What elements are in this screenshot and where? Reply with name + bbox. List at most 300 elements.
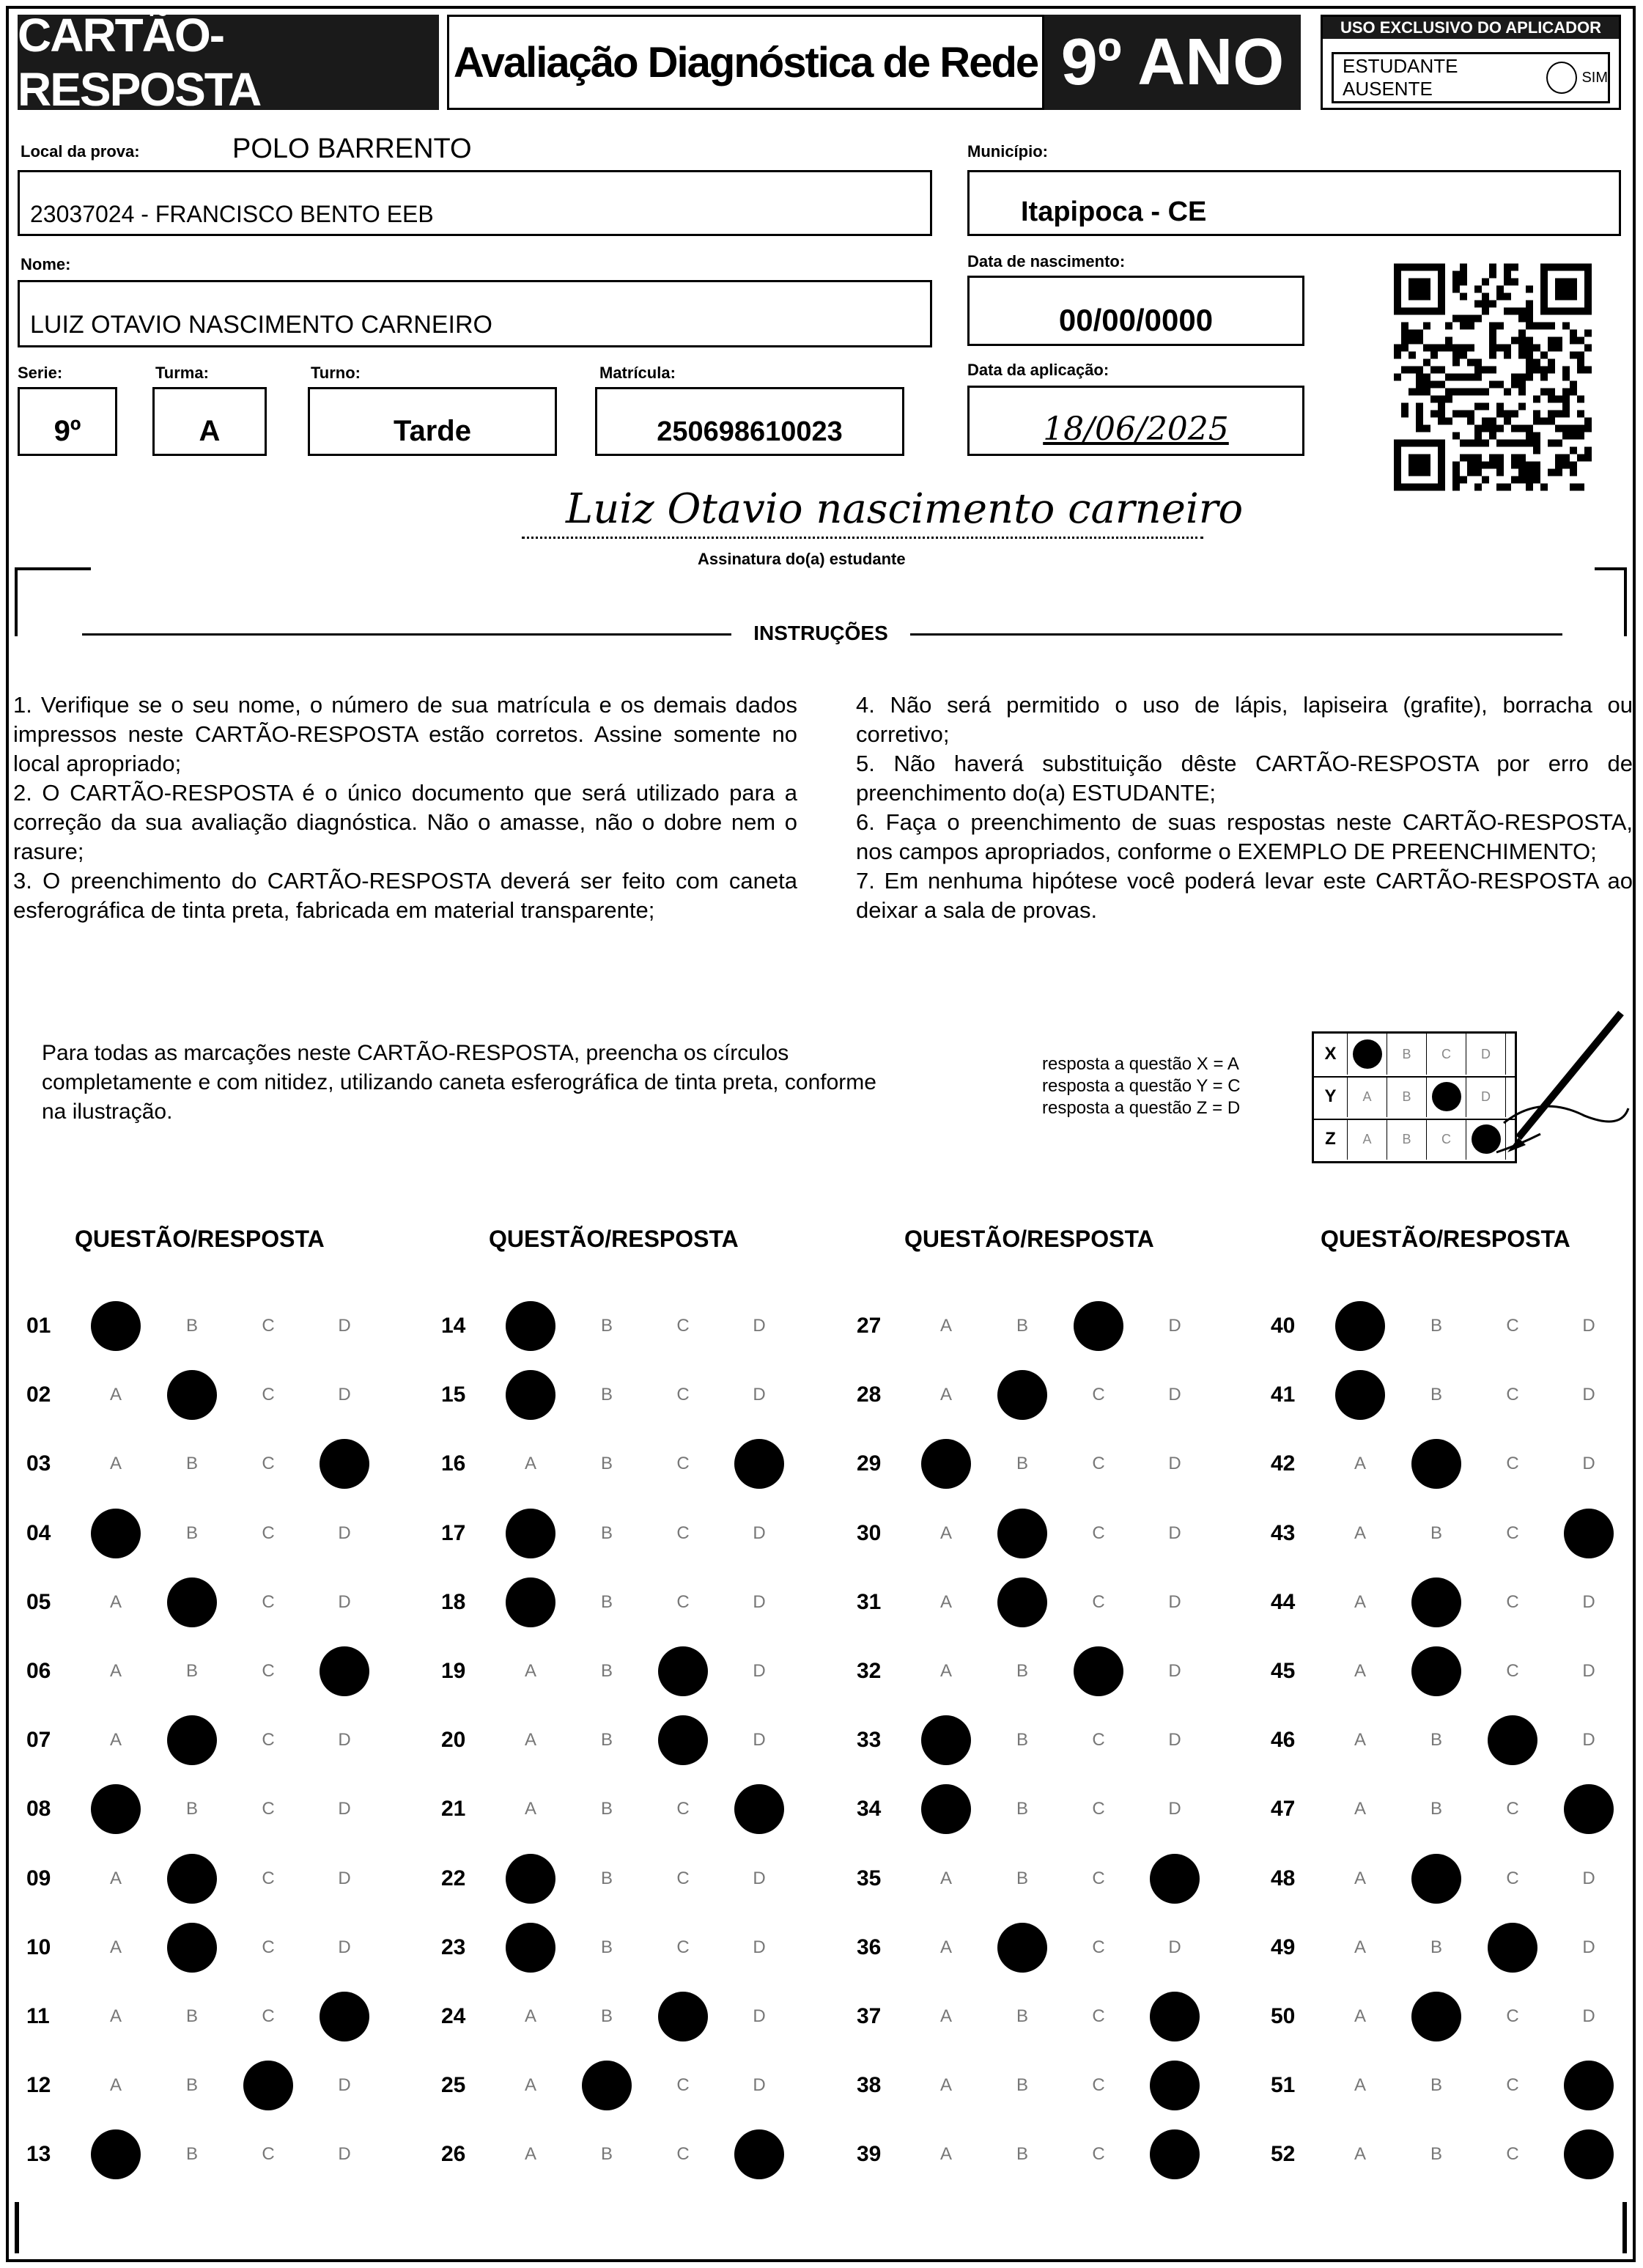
option-bubble-d[interactable]: D — [753, 1316, 766, 1336]
option-bubble-b[interactable]: B — [1430, 1316, 1442, 1336]
option-bubble-d[interactable]: D — [1168, 1454, 1181, 1474]
option-bubble-d[interactable]: D — [753, 2006, 766, 2026]
filled-bubble[interactable] — [492, 1304, 569, 1348]
option-bubble-c[interactable]: C — [676, 1454, 690, 1474]
option-bubble-a[interactable]: A — [939, 1316, 952, 1336]
option-bubble-d[interactable]: D — [338, 1316, 351, 1336]
filled-bubble[interactable] — [230, 2063, 306, 2107]
option-bubble-d[interactable]: D — [338, 2075, 351, 2096]
instructions-right: 4. Não será permitido o uso de lápis, lapiseira (grafite), borracha ou corretivo; 5. Não haverá substituição dêste CARTÃO-RESPOSTA por erro de preenchimento do(a) ESTUDANTE; 6. Faça o preenchimento de suas respostas neste CARTÃO-RESPOSTA, nos campos apropriados, conforme o EXEMPLO DE PREENCHIMENTO; 7. Em nenhuma hipótese você poderá levar este CARTÃO-RESPOSTA ao deixar a sala de provas. — [856, 692, 1633, 923]
option-bubble-b[interactable]: B — [600, 1730, 613, 1750]
filled-bubble-mark — [1411, 1854, 1461, 1904]
filled-bubble-mark — [658, 1715, 708, 1765]
option-bubble-b[interactable]: B — [600, 1799, 613, 1819]
option-bubble-b[interactable]: B — [185, 1799, 198, 1819]
filled-bubble[interactable] — [78, 1304, 154, 1348]
option-bubble-b[interactable]: B — [600, 1661, 613, 1681]
option-bubble-d[interactable]: D — [1582, 1591, 1595, 1612]
name-label: Nome: — [21, 255, 71, 273]
example-filled-bubble — [1348, 1034, 1387, 1075]
option-bubble-d[interactable]: D — [1582, 2006, 1595, 2026]
option-bubble-b[interactable]: B — [185, 2144, 198, 2165]
applicator-box — [1321, 15, 1621, 110]
option-bubble-c[interactable]: C — [676, 1523, 690, 1543]
frame-corner-bottom-left — [15, 2202, 34, 2253]
filled-bubble[interactable] — [984, 1512, 1060, 1555]
filled-bubble[interactable] — [721, 2132, 797, 2176]
question-number: 45 — [1271, 1659, 1296, 1683]
filled-bubble-mark — [167, 1854, 217, 1904]
filled-bubble-mark — [1411, 1439, 1461, 1489]
option-bubble-a[interactable]: A — [109, 1454, 122, 1474]
answer-row — [26, 1580, 383, 1624]
option-bubble-d[interactable]: D — [753, 1868, 766, 1888]
filled-bubble-mark — [997, 1509, 1047, 1558]
filled-bubble[interactable] — [721, 1442, 797, 1486]
option-bubble-b[interactable]: B — [1016, 1730, 1028, 1750]
option-bubble-b[interactable]: B — [185, 2075, 198, 2096]
option-bubble-b[interactable]: B — [1430, 1799, 1442, 1819]
question-number: 14 — [441, 1314, 466, 1338]
option-bubble-c[interactable]: C — [262, 1730, 275, 1750]
answer-column-title: QUESTÃO/RESPOSTA — [904, 1226, 1154, 1252]
option-bubble-b[interactable]: B — [600, 1523, 613, 1543]
option-bubble-a[interactable]: A — [939, 1868, 952, 1888]
option-bubble-a[interactable]: A — [1354, 1799, 1366, 1819]
question-number: 35 — [857, 1866, 882, 1890]
option-bubble-a[interactable]: A — [939, 2006, 952, 2026]
option-bubble-a[interactable]: A — [109, 1591, 122, 1612]
answer-row — [1271, 2132, 1627, 2176]
option-bubble-b[interactable]: B — [185, 1661, 198, 1681]
option-bubble-d[interactable]: D — [753, 1730, 766, 1750]
filled-bubble[interactable] — [1551, 1512, 1627, 1555]
filled-bubble[interactable] — [1137, 1857, 1213, 1901]
option-bubble-d[interactable]: D — [753, 1937, 766, 1957]
option-bubble-c[interactable]: C — [1092, 2075, 1105, 2096]
option-bubble-a[interactable]: A — [1354, 1454, 1366, 1474]
option-bubble-b[interactable]: B — [1016, 2006, 1028, 2026]
filled-bubble-mark — [1411, 1646, 1461, 1696]
option-bubble-a[interactable]: A — [524, 2144, 536, 2165]
option-bubble-c[interactable]: C — [676, 1385, 690, 1405]
answer-row — [857, 2132, 1213, 2176]
filled-bubble-mark — [320, 1439, 369, 1489]
option-bubble-a[interactable]: A — [1354, 1591, 1366, 1612]
filled-bubble[interactable] — [492, 1580, 569, 1624]
option-bubble-a[interactable]: A — [939, 2075, 952, 2096]
option-bubble-a[interactable]: A — [1354, 1868, 1366, 1888]
filled-bubble[interactable] — [1137, 2063, 1213, 2107]
option-bubble-d[interactable]: D — [1168, 1316, 1181, 1336]
option-bubble-c[interactable]: C — [1506, 1799, 1519, 1819]
filled-bubble[interactable] — [1551, 1787, 1627, 1831]
option-bubble-a[interactable]: A — [939, 1591, 952, 1612]
filled-bubble-mark — [1150, 1854, 1200, 1904]
answer-row — [441, 1926, 797, 1970]
answer-row — [857, 1787, 1213, 1831]
option-bubble-c[interactable]: C — [1506, 2075, 1519, 2096]
option-bubble-c[interactable]: C — [262, 1385, 275, 1405]
option-bubble-a[interactable]: A — [109, 1730, 122, 1750]
filled-bubble[interactable] — [1398, 1580, 1474, 1624]
option-bubble-d[interactable]: D — [1582, 1454, 1595, 1474]
filled-bubble[interactable] — [1060, 1649, 1137, 1693]
absent-label: ESTUDANTE AUSENTE — [1343, 55, 1458, 100]
option-bubble-b[interactable]: B — [185, 2006, 198, 2026]
option-bubble-d[interactable]: D — [338, 1591, 351, 1612]
question-number: 07 — [26, 1728, 51, 1753]
option-bubble-c[interactable]: C — [262, 1661, 275, 1681]
option-bubble-c[interactable]: C — [1506, 1523, 1519, 1543]
filled-bubble[interactable] — [645, 1995, 721, 2039]
filled-bubble[interactable] — [1398, 1857, 1474, 1901]
answer-row — [26, 1649, 383, 1693]
series-field — [18, 387, 117, 456]
answer-row — [26, 1926, 383, 1970]
question-number: 41 — [1271, 1382, 1296, 1407]
option-bubble-d[interactable]: D — [1582, 1937, 1595, 1957]
option-bubble-d[interactable]: D — [1168, 1523, 1181, 1543]
filled-bubble[interactable] — [908, 1442, 984, 1486]
option-bubble-c[interactable]: C — [262, 1591, 275, 1612]
option-bubble-c[interactable]: C — [1506, 1454, 1519, 1474]
option-bubble-a[interactable]: A — [524, 1799, 536, 1819]
option-bubble-b[interactable]: B — [1430, 2144, 1442, 2165]
option-bubble-b[interactable]: B — [1430, 1937, 1442, 1957]
filled-bubble-mark — [167, 1923, 217, 1973]
answer-row — [857, 1857, 1213, 1901]
filled-bubble[interactable] — [645, 1718, 721, 1762]
option-bubble-c[interactable]: C — [1506, 2144, 1519, 2165]
option-bubble-c[interactable]: C — [1092, 1799, 1105, 1819]
answer-row — [1271, 1580, 1627, 1624]
option-bubble-a[interactable]: A — [939, 1385, 952, 1405]
filled-bubble[interactable] — [645, 1649, 721, 1693]
filled-bubble[interactable] — [492, 1512, 569, 1555]
filled-bubble[interactable] — [1322, 1304, 1398, 1348]
option-bubble-b[interactable]: B — [1016, 2075, 1028, 2096]
option-bubble-a[interactable]: A — [109, 1385, 122, 1405]
option-bubble-b[interactable]: B — [600, 1937, 613, 1957]
filled-bubble[interactable] — [492, 1857, 569, 1901]
answer-row — [857, 1995, 1213, 2039]
option-bubble-c[interactable]: C — [1092, 1385, 1105, 1405]
filled-bubble[interactable] — [78, 2132, 154, 2176]
filled-bubble[interactable] — [154, 1373, 230, 1417]
school-field — [18, 170, 932, 236]
exam-site-value: POLO BARRENTO — [232, 133, 472, 164]
option-bubble-c[interactable]: C — [676, 2144, 690, 2165]
filled-bubble[interactable] — [984, 1373, 1060, 1417]
question-number: 44 — [1271, 1589, 1296, 1614]
question-number: 49 — [1271, 1934, 1296, 1959]
example-option-c: C — [1427, 1119, 1466, 1160]
name-field — [18, 280, 932, 347]
answer-row — [441, 1512, 797, 1555]
option-bubble-d[interactable]: D — [1582, 1868, 1595, 1888]
option-bubble-c[interactable]: C — [262, 1316, 275, 1336]
birth-field — [967, 276, 1304, 346]
option-bubble-c[interactable]: C — [1092, 1730, 1105, 1750]
option-bubble-b[interactable]: B — [600, 1591, 613, 1612]
filled-bubble-mark — [997, 1370, 1047, 1420]
example-question-label: X — [1314, 1034, 1348, 1075]
option-bubble-a[interactable]: A — [1354, 1730, 1366, 1750]
answer-row — [857, 2063, 1213, 2107]
option-bubble-a[interactable]: A — [1354, 1937, 1366, 1957]
absent-checkbox[interactable] — [1546, 62, 1577, 94]
question-number: 23 — [441, 1934, 466, 1959]
answer-row — [441, 1580, 797, 1624]
option-bubble-b[interactable]: B — [600, 2144, 613, 2165]
example-legend-x: resposta a questão X = A — [1042, 1054, 1239, 1074]
option-bubble-d[interactable]: D — [338, 1868, 351, 1888]
filled-bubble[interactable] — [984, 1926, 1060, 1970]
option-bubble-c[interactable]: C — [1506, 1316, 1519, 1336]
option-bubble-c[interactable]: C — [262, 2006, 275, 2026]
option-bubble-d[interactable]: D — [338, 1937, 351, 1957]
question-number: 51 — [1271, 2073, 1296, 2098]
enrollment-value: 250698610023 — [657, 416, 843, 447]
option-bubble-d[interactable]: D — [753, 1385, 766, 1405]
option-bubble-a[interactable]: A — [109, 1937, 122, 1957]
filled-bubble[interactable] — [984, 1580, 1060, 1624]
question-number: 18 — [441, 1589, 466, 1614]
answer-row — [857, 1649, 1213, 1693]
option-bubble-b[interactable]: B — [1016, 1868, 1028, 1888]
option-bubble-b[interactable]: B — [600, 1385, 613, 1405]
option-bubble-d[interactable]: D — [1168, 1661, 1181, 1681]
option-bubble-d[interactable]: D — [753, 1591, 766, 1612]
answer-row — [1271, 1995, 1627, 2039]
filled-bubble[interactable] — [1474, 1926, 1551, 1970]
municipality-field — [967, 170, 1621, 236]
filled-bubble[interactable] — [154, 1857, 230, 1901]
filled-bubble[interactable] — [908, 1718, 984, 1762]
answer-row — [1271, 1304, 1627, 1348]
answer-row — [441, 1649, 797, 1693]
option-bubble-a[interactable]: A — [524, 1730, 536, 1750]
question-number: 52 — [1271, 2142, 1296, 2167]
option-bubble-c[interactable]: C — [676, 1799, 690, 1819]
option-bubble-d[interactable]: D — [338, 1799, 351, 1819]
option-bubble-a[interactable]: A — [524, 2075, 536, 2096]
option-bubble-c[interactable]: C — [676, 2075, 690, 2096]
option-bubble-c[interactable]: C — [262, 1454, 275, 1474]
option-bubble-a[interactable]: A — [1354, 2144, 1366, 2165]
filled-bubble[interactable] — [1060, 1304, 1137, 1348]
filled-bubble[interactable] — [154, 1580, 230, 1624]
answer-row — [26, 1442, 383, 1486]
answer-row — [1271, 1787, 1627, 1831]
filled-bubble[interactable] — [78, 1787, 154, 1831]
option-bubble-c[interactable]: C — [1506, 1591, 1519, 1612]
filled-bubble[interactable] — [721, 1787, 797, 1831]
option-bubble-c[interactable]: C — [676, 1316, 690, 1336]
option-bubble-d[interactable]: D — [338, 1523, 351, 1543]
option-bubble-c[interactable]: C — [262, 1937, 275, 1957]
option-bubble-d[interactable]: D — [338, 1385, 351, 1405]
answer-row — [441, 1304, 797, 1348]
filled-bubble[interactable] — [154, 1926, 230, 1970]
question-number: 19 — [441, 1659, 466, 1683]
answer-row — [1271, 1442, 1627, 1486]
option-bubble-b[interactable]: B — [185, 1454, 198, 1474]
option-bubble-a[interactable]: A — [524, 2006, 536, 2026]
option-bubble-a[interactable]: A — [1354, 1523, 1366, 1543]
question-number: 50 — [1271, 2004, 1296, 2028]
answer-column-title: QUESTÃO/RESPOSTA — [75, 1226, 325, 1252]
option-bubble-c[interactable]: C — [262, 1523, 275, 1543]
filled-bubble[interactable] — [306, 1649, 383, 1693]
option-bubble-c[interactable]: C — [1092, 1868, 1105, 1888]
filled-bubble[interactable] — [1474, 1718, 1551, 1762]
answer-row — [1271, 1926, 1627, 1970]
option-bubble-d[interactable]: D — [753, 1523, 766, 1543]
filled-bubble[interactable] — [1551, 2132, 1627, 2176]
option-bubble-b[interactable]: B — [1016, 2144, 1028, 2165]
option-bubble-d[interactable]: D — [338, 2144, 351, 2165]
option-bubble-b[interactable]: B — [1016, 1316, 1028, 1336]
filled-bubble[interactable] — [1322, 1373, 1398, 1417]
filled-bubble[interactable] — [1398, 1649, 1474, 1693]
filled-bubble[interactable] — [492, 1926, 569, 1970]
filled-bubble[interactable] — [1398, 1995, 1474, 2039]
option-bubble-a[interactable]: A — [1354, 2075, 1366, 2096]
question-number: 34 — [857, 1797, 882, 1822]
filled-bubble-mark — [91, 2129, 141, 2179]
option-bubble-b[interactable]: B — [600, 1868, 613, 1888]
option-bubble-b[interactable]: B — [1430, 2075, 1442, 2096]
option-bubble-c[interactable]: C — [1092, 1937, 1105, 1957]
answer-row — [441, 2063, 797, 2107]
option-bubble-c[interactable]: C — [262, 2144, 275, 2165]
filled-bubble-mark — [1411, 1992, 1461, 2041]
option-bubble-d[interactable]: D — [1168, 1799, 1181, 1819]
filled-bubble-mark — [506, 1301, 555, 1351]
option-bubble-c[interactable]: C — [1092, 2006, 1105, 2026]
option-bubble-b[interactable]: B — [1016, 1661, 1028, 1681]
option-bubble-a[interactable]: A — [939, 2144, 952, 2165]
answer-row — [26, 2063, 383, 2107]
option-bubble-a[interactable]: A — [939, 1937, 952, 1957]
question-number: 21 — [441, 1797, 466, 1822]
answer-row — [441, 1787, 797, 1831]
option-bubble-a[interactable]: A — [524, 1661, 536, 1681]
option-bubble-a[interactable]: A — [1354, 1661, 1366, 1681]
option-bubble-b[interactable]: B — [1016, 1454, 1028, 1474]
filled-bubble[interactable] — [78, 1512, 154, 1555]
question-number: 40 — [1271, 1314, 1296, 1338]
option-bubble-a[interactable]: A — [109, 1661, 122, 1681]
option-bubble-a[interactable]: A — [109, 2006, 122, 2026]
option-bubble-d[interactable]: D — [338, 1730, 351, 1750]
pen-icon — [1474, 1006, 1636, 1167]
series-label: Serie: — [18, 364, 63, 382]
option-bubble-d[interactable]: D — [1168, 1385, 1181, 1405]
answer-column-title: QUESTÃO/RESPOSTA — [1321, 1226, 1570, 1252]
option-bubble-c[interactable]: C — [1092, 2144, 1105, 2165]
option-bubble-c[interactable]: C — [1506, 1868, 1519, 1888]
question-number: 47 — [1271, 1797, 1296, 1822]
option-bubble-b[interactable]: B — [600, 1316, 613, 1336]
option-bubble-d[interactable]: D — [1582, 1385, 1595, 1405]
option-bubble-d[interactable]: D — [1168, 1730, 1181, 1750]
option-bubble-b[interactable]: B — [185, 1316, 198, 1336]
option-bubble-d[interactable]: D — [1582, 1316, 1595, 1336]
example-question-label: Y — [1314, 1076, 1348, 1117]
grade-badge: 9º ANO — [1044, 15, 1301, 110]
question-number: 11 — [26, 2004, 50, 2028]
option-bubble-b[interactable]: B — [185, 1523, 198, 1543]
filled-bubble[interactable] — [1551, 2063, 1627, 2107]
option-bubble-c[interactable]: C — [1506, 1385, 1519, 1405]
option-bubble-c[interactable]: C — [262, 1868, 275, 1888]
answer-row — [857, 1373, 1213, 1417]
question-number: 20 — [441, 1728, 466, 1753]
filled-bubble[interactable] — [908, 1787, 984, 1831]
filled-bubble-mark — [1564, 2129, 1614, 2179]
option-bubble-b[interactable]: B — [1430, 1730, 1442, 1750]
filled-bubble-mark — [1150, 1992, 1200, 2041]
option-bubble-c[interactable]: C — [262, 1799, 275, 1819]
option-bubble-d[interactable]: D — [1582, 1661, 1595, 1681]
filled-bubble[interactable] — [1398, 1442, 1474, 1486]
option-bubble-b[interactable]: B — [1430, 1523, 1442, 1543]
option-bubble-c[interactable]: C — [676, 1591, 690, 1612]
question-number: 05 — [26, 1589, 51, 1614]
option-bubble-c[interactable]: C — [1092, 1454, 1105, 1474]
option-bubble-a[interactable]: A — [109, 1868, 122, 1888]
filled-bubble-mark — [658, 1992, 708, 2041]
option-bubble-a[interactable]: A — [939, 1661, 952, 1681]
option-bubble-d[interactable]: D — [1582, 1730, 1595, 1750]
option-bubble-c[interactable]: C — [1092, 1523, 1105, 1543]
answer-row — [1271, 1649, 1627, 1693]
option-bubble-a[interactable]: A — [524, 1454, 536, 1474]
option-bubble-b[interactable]: B — [600, 2006, 613, 2026]
option-bubble-c[interactable]: C — [1506, 2006, 1519, 2026]
filled-bubble[interactable] — [569, 2063, 645, 2107]
option-bubble-c[interactable]: C — [676, 1868, 690, 1888]
option-bubble-a[interactable]: A — [109, 2075, 122, 2096]
option-bubble-d[interactable]: D — [1168, 1591, 1181, 1612]
option-bubble-c[interactable]: C — [1092, 1591, 1105, 1612]
answer-row — [1271, 2063, 1627, 2107]
option-bubble-a[interactable]: A — [939, 1523, 952, 1543]
option-bubble-d[interactable]: D — [753, 2075, 766, 2096]
filled-bubble[interactable] — [1137, 1995, 1213, 2039]
option-bubble-d[interactable]: D — [753, 1661, 766, 1681]
option-bubble-a[interactable]: A — [1354, 2006, 1366, 2026]
option-bubble-c[interactable]: C — [676, 1937, 690, 1957]
card-title: CARTÃO-RESPOSTA — [18, 15, 439, 110]
question-number: 12 — [26, 2073, 51, 2098]
filled-bubble[interactable] — [154, 1718, 230, 1762]
filled-bubble[interactable] — [492, 1373, 569, 1417]
option-bubble-d[interactable]: D — [1168, 1937, 1181, 1957]
filled-bubble[interactable] — [306, 1442, 383, 1486]
filled-bubble[interactable] — [1137, 2132, 1213, 2176]
option-bubble-c[interactable]: C — [1506, 1661, 1519, 1681]
filled-bubble[interactable] — [306, 1995, 383, 2039]
filled-bubble-mark — [320, 1992, 369, 2041]
option-bubble-b[interactable]: B — [600, 1454, 613, 1474]
shift-field — [308, 387, 557, 456]
option-bubble-b[interactable]: B — [1016, 1799, 1028, 1819]
option-bubble-b[interactable]: B — [1430, 1385, 1442, 1405]
